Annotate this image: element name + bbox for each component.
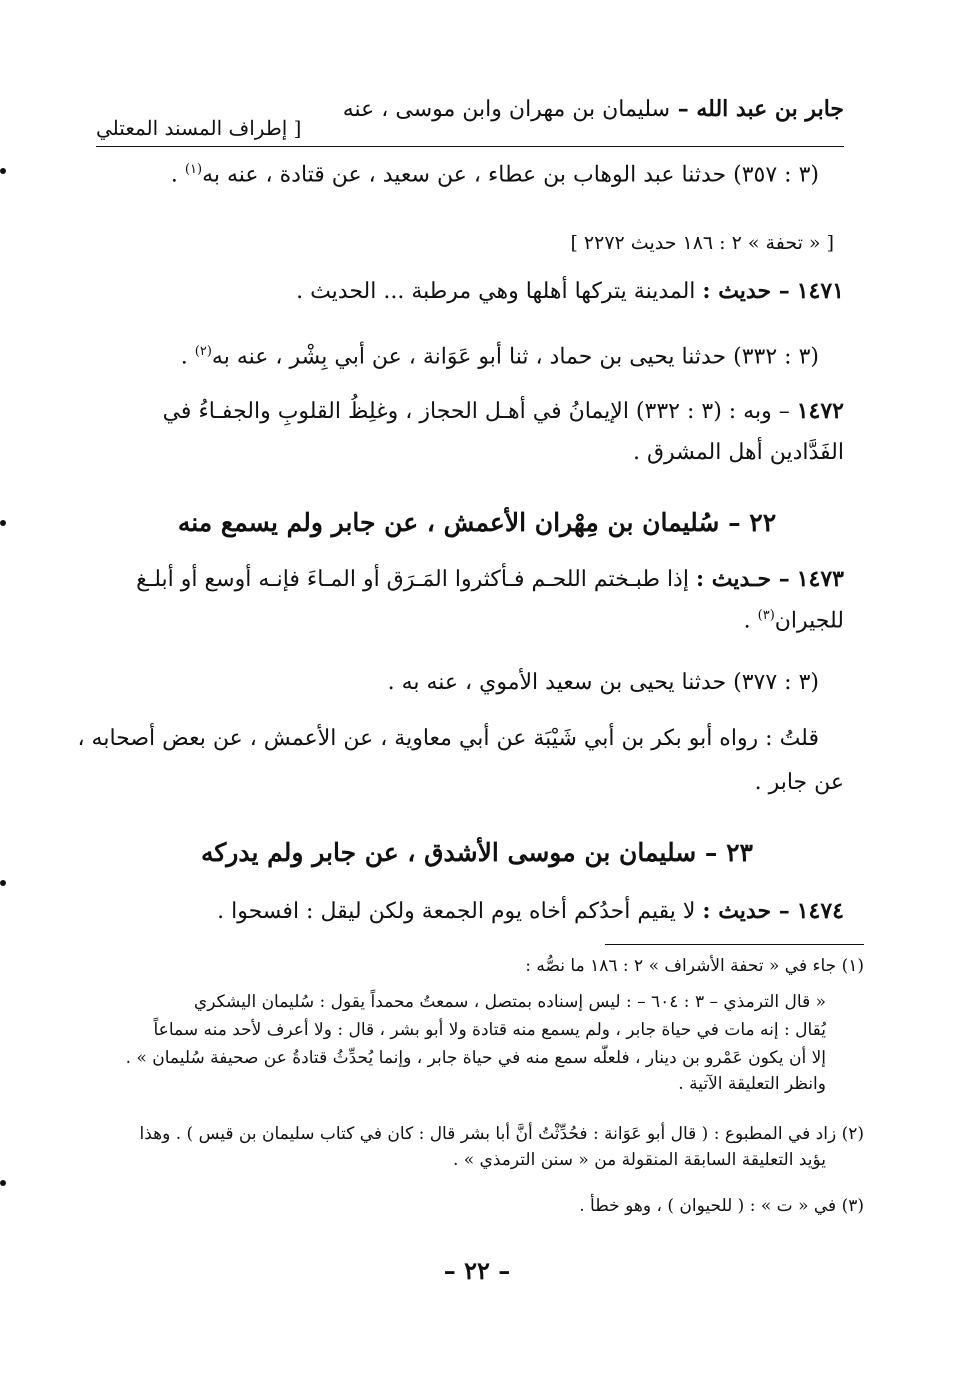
footnote-rule: [605, 944, 864, 945]
footnote-2-line-1: (٢) زاد في المطبوع : ( قال أبو عَوَانة : فحُدِّثْتُ أنَّ أبا بشر قال : كان في كتاب سليمان بن قيس ) . وهذا: [139, 1124, 864, 1144]
footnote-1-line-2: « قال الترمذي – ٣ : ٦٠٤ – : ليس إسناده بمتصل ، سمعتُ محمداً يقول : سُليمان اليشكري: [193, 992, 826, 1012]
running-header-book: [ إطراف المسند المعتلي: [96, 116, 302, 140]
footnote-1-line-3: يُقال : إنه مات في حياة جابر ، ولم يسمع منه قتادة ولا أبو بشر ، قال : ولا أعرف لأحد منه سماعاً: [153, 1020, 826, 1040]
hadith-1474: ١٤٧٤ – حديث : لا يقيم أحدُكم أخاه يوم الجمعة ولكن ليقل : افسحوا .: [217, 898, 844, 924]
hadith-1472-line-1: ١٤٧٢ – وبه : (٣ : ٣٣٢) الإيمانُ في أهـل الحجاز ، وغلِظُ القلوبِ والجفـاءُ في: [162, 398, 844, 424]
isnad-line-3: (٣ : ٣٧٧) حدثنا يحيى بن سعيد الأموي ، عنه به .: [387, 670, 819, 695]
header-title-bold: جابر بن عبد الله –: [677, 96, 844, 122]
footnote-1-line-5: وانظر التعليقة الآتية .: [678, 1074, 826, 1094]
running-header-title: [343, 96, 844, 122]
isnad-line-1: (٣ : ٣٥٧) حدثنا عبد الوهاب بن عطاء ، عن سعيد ، عن قتادة ، عنه به$^{(١)}$ .: [170, 162, 819, 188]
footnote-3: (٣) في « ت » : ( للحيوان ) ، وهو خطأ .: [579, 1196, 864, 1216]
footnote-2-line-2: يؤيد التعليقة السابقة المنقولة من « سنن الترمذي » .: [452, 1150, 826, 1170]
section-heading-22: ٢٢ – سُليمان بن مِهْران الأعمش ، عن جابر ولم يسمع منه: [177, 508, 777, 537]
hadith-1471: ١٤٧١ – حديث : المدينة يتركها أهلها وهي مرطبة ... الحديث .: [296, 278, 844, 304]
footnote-1-line-4: إلا أن يكون عَمْرو بن دينار ، فلعلّه سمع منه في حياة جابر ، وإنما يُحدِّثُ قتادةُ عن صحيفة سُليمان » .: [125, 1048, 826, 1068]
hadith-1473-line-2: للجيران$^{(٣)}$ .: [743, 608, 844, 634]
footnote-ref-1: (١): [184, 162, 203, 177]
scan-speck: [0, 168, 6, 174]
hadith-1472-line-2: الفَدَّادين أهل المشرق .: [633, 440, 844, 465]
footnote-ref-3: (٣): [757, 608, 775, 623]
scan-speck: [0, 1180, 6, 1186]
comment-line-1: قلتُ : رواه أبو بكر بن أبي شَيْبَة عن أبي معاوية ، عن الأعمش ، عن بعض أصحابه ،: [77, 726, 819, 751]
comment-line-2: عن جابر .: [754, 770, 844, 795]
header-title-rest: سليمان بن مهران وابن موسى ، عنه: [342, 97, 671, 122]
hadith-1473-line-1: ١٤٧٣ – حـديث : إذا طبـختم اللحـم فـأكثروا المَـرَق أو المـاءَ فإنـه أوسع أو أبلـغ: [136, 566, 844, 592]
section-heading-23: ٢٣ – سليمان بن موسى الأشدق ، عن جابر ولم يدركه: [201, 838, 753, 867]
scan-speck: [0, 880, 6, 886]
tuhfa-reference: [ « تحفة » ٢ : ١٨٦ حديث ٢٢٧٢ ]: [570, 232, 834, 254]
footnote-1-line-1: (١) جاء في « تحفة الأشراف » ٢ : ١٨٦ ما نصُّه :: [525, 956, 864, 976]
scan-speck: [0, 520, 6, 526]
footnote-ref-2: (٢): [194, 344, 212, 359]
header-rule: [96, 146, 844, 147]
isnad-line-2: (٣ : ٣٣٢) حدثنا يحيى بن حماد ، ثنا أبو عَوَانة ، عن أبي بِشْر ، عنه به$^{(٢)}$ .: [180, 344, 819, 370]
page-number: – ٢٢ –: [443, 1256, 511, 1285]
